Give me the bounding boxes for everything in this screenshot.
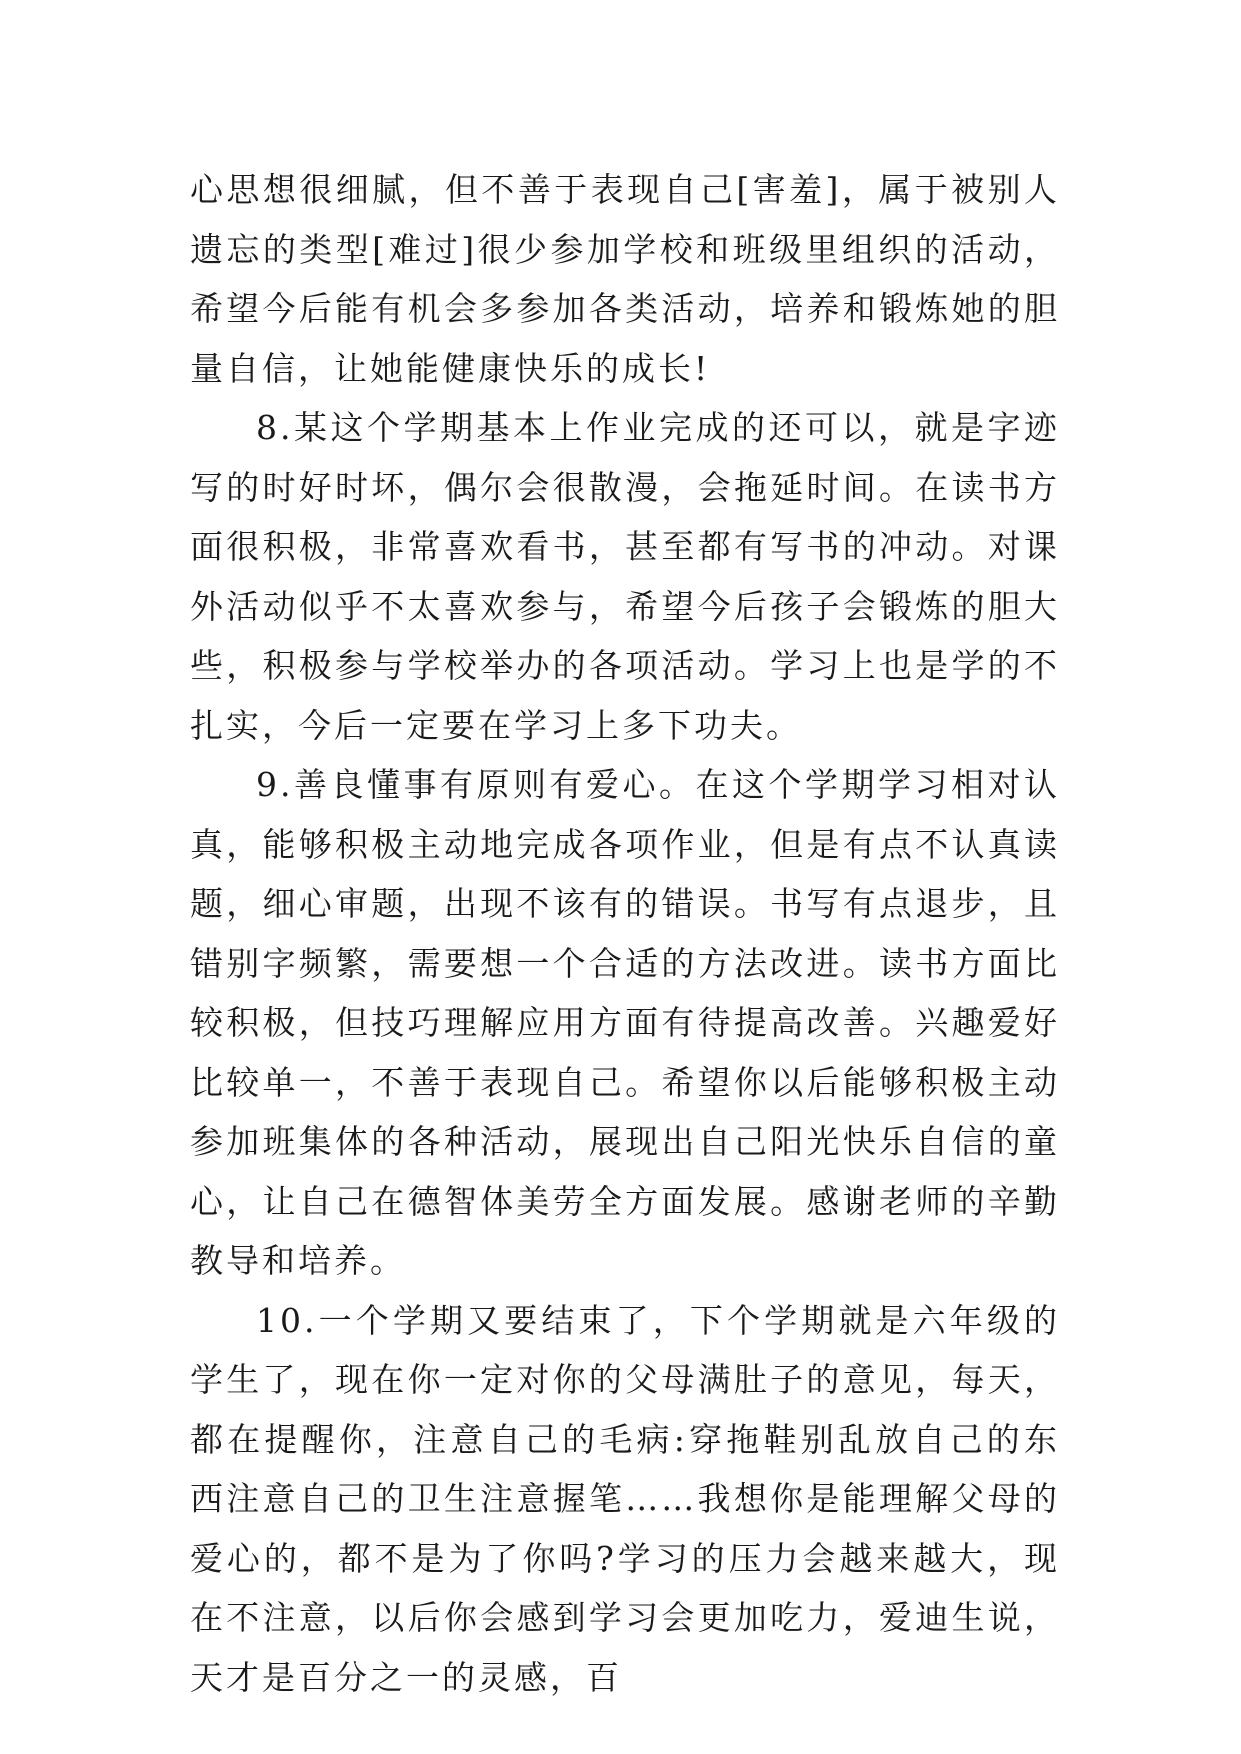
document-body	[190, 160, 1060, 1707]
paragraph-9: 9.善良懂事有原则有爱心。在这个学期学习相对认真，能够积极主动地完成各项作业，但是有点不认真读题，细心审题，出现不该有的错误。书写有点退步，且错别字频繁，需要想一个合适的方法改进。读书方面比较积极，但技巧理解应用方面有待提高改善。兴趣爱好比较单一，不善于表现自己。希望你以后能够积极主动参加班集体的各种活动，展现出自己阳光快乐自信的童心，让自己在德智体美劳全方面发展。感谢老师的辛勤教导和培养。	[190, 765, 1060, 1280]
paragraph-8: 8.某这个学期基本上作业完成的还可以，就是字迹写的时好时坏，偶尔会很散漫，会拖延时间。在读书方面很积极，非常喜欢看书，甚至都有写书的冲动。对课外活动似乎不太喜欢参与，希望今后孩子会锻炼的胆大些，积极参与学校举办的各项活动。学习上也是学的不扎实，今后一定要在学习上多下功夫。	[190, 408, 1060, 745]
paragraph-7-continued: 心思想很细腻，但不善于表现自己[害羞]，属于被别人遗忘的类型[难过]很少参加学校和班级里组织的活动，希望今后能有机会多参加各类活动，培养和锻炼她的胆量自信，让她能健康快乐的成长!	[190, 170, 1060, 388]
paragraph-10: 10.一个学期又要结束了，下个学期就是六年级的学生了，现在你一定对你的父母满肚子的意见，每天，都在提醒你，注意自己的毛病:穿拖鞋别乱放自己的东西注意自己的卫生注意握笔……我想你是能理解父母的爱心的，都不是为了你吗?学习的压力会越来越大，现在不注意，以后你会感到学习会更加吃力，爱迪生说，天才是百分之一的灵感，百	[190, 1300, 1060, 1697]
